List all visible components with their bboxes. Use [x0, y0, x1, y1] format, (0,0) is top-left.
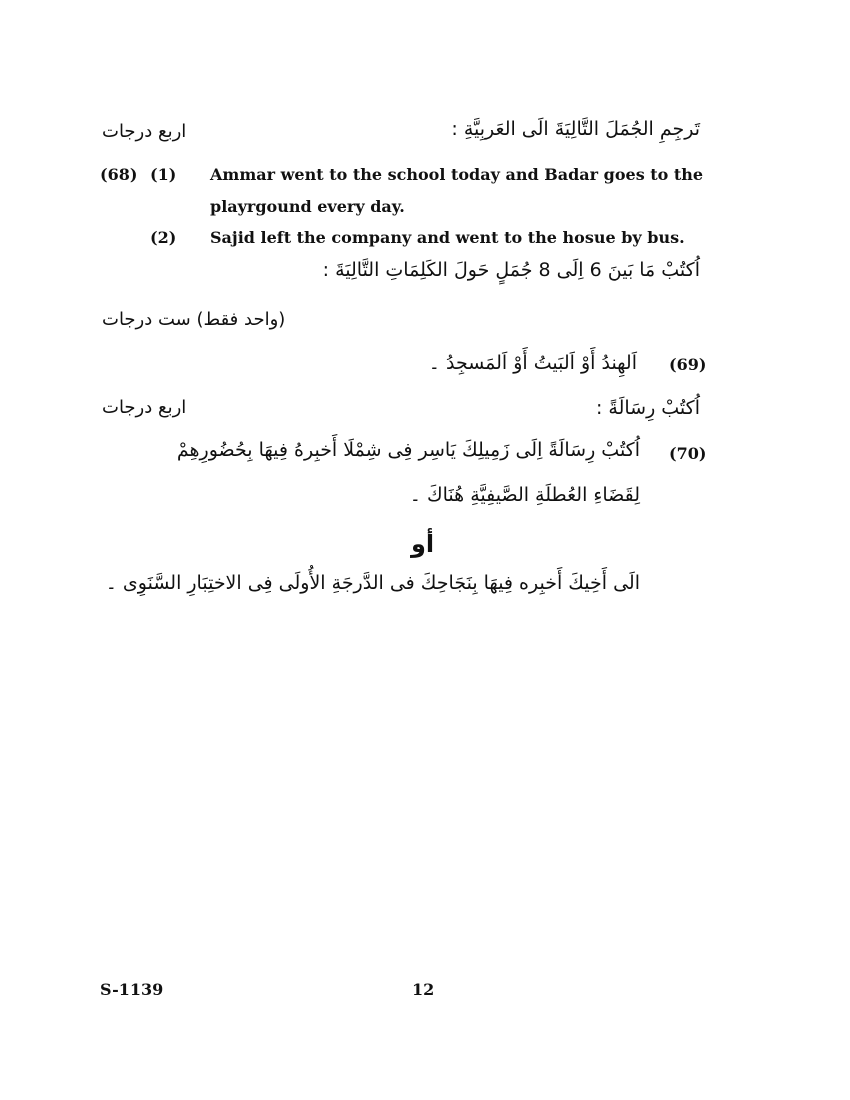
question-70-number: (70)	[669, 444, 707, 463]
item-2-line1: Sajid left the company and went to the hosue by bus.	[210, 228, 685, 247]
item-2-number: (2)	[150, 228, 177, 247]
item-1-line2: playrgound every day.	[210, 197, 405, 216]
section3-marks: اربع درجات	[102, 397, 187, 418]
section2-instruction: (واحد فقط) ست درجات	[102, 309, 286, 330]
section2-options: اَلهِندُ أَوْ اَلبَيتُ أَوْ اَلمَسجِدُ ۔	[428, 352, 637, 374]
section3-line2: لِقَضَاءِ العُطلَةِ الصَّيفِيَّةِ هُنَاكَ ۔	[409, 484, 640, 506]
item-1-line1: Ammar went to the school today and Badar goes to the	[210, 165, 704, 184]
question-69-number: (69)	[669, 355, 707, 374]
section3-heading: اُكتُبْ رِسَالَةً :	[595, 397, 700, 419]
paper-code: S-1139	[100, 980, 164, 999]
section3-alt-line: الَى أَخِيكَ أَخبِره فِيهَا بِنَجَاحِكَ فى الدَّرجَةِ الأُولَى فِى الاختِبَارِ السَّنَوِى ۔	[105, 572, 640, 594]
section2-heading: اُكتُبْ مَا بَينَ 6 اِلَى 8 جُمَلٍ حَولَ الكَلِمَاتِ التَّالِيَةَ :	[322, 259, 700, 281]
or-separator: أو	[411, 530, 435, 558]
page-number: 12	[412, 980, 435, 999]
section3-line1: اُكتُبْ رِسَالَةً اِلَى زَمِيلِكَ يَاسِر فِى شِمْلَا أَخبِرهُ فِيهَا بِحُضُورِهِمْ	[176, 439, 640, 461]
item-1-number: (1)	[150, 165, 177, 184]
section1-marks: اربع درجات	[102, 121, 187, 142]
section1-heading: تَرجِمِ الجُمَلَ التَّالِيَةَ الَى العَربِيَّةِ :	[451, 118, 700, 140]
question-68-number: (68)	[100, 165, 138, 184]
